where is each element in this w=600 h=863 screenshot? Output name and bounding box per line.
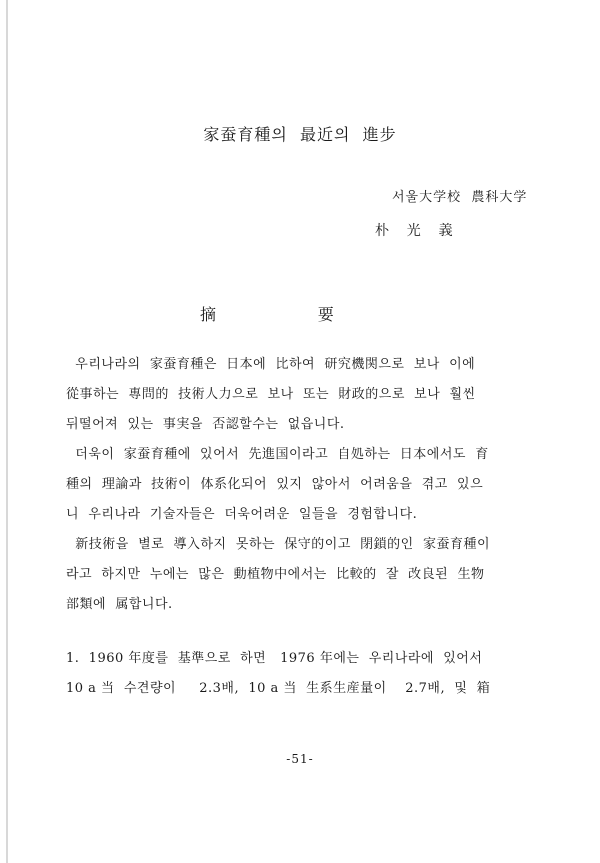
paragraph-1	[66, 350, 556, 440]
paragraph-gap	[66, 620, 556, 644]
text-line: 從事하는 專問的 技術人力으로 보나 또는 財政的으로 보나 훨씬	[66, 387, 476, 402]
abstract-heading: 摘 要	[200, 305, 334, 324]
text-line: 種의 理論과 技術이 体系化되어 있지 않아서 어려움을 겪고 있으	[66, 477, 484, 492]
paragraph-3	[66, 530, 556, 620]
page-number: -51-	[286, 752, 314, 766]
author-name: 朴 光 義	[375, 223, 453, 239]
author-affiliation: 서울大学校 農科大学	[392, 190, 528, 205]
text-line: 더욱이 家蚕育種에 있어서 先進国이라고 自処하는 日本에서도 育	[66, 447, 489, 462]
text-line: 新技術을 별로 導入하지 못하는 保守的이고 閉鎖的인 家蚕育種이	[66, 537, 491, 552]
text-line: 部類에 属합니다.	[66, 597, 173, 612]
paragraph-4	[66, 644, 556, 704]
paper-title: 家蚕育種의 最近의 進步	[203, 125, 397, 144]
text-line: 니 우리나라 기술자들은 더욱어려운 일들을 경험합니다.	[66, 507, 418, 522]
paragraph-2	[66, 440, 556, 530]
abstract-body	[66, 350, 556, 704]
text-line: 뒤떨어져 있는 事実을 否認할수는 없읍니다.	[66, 417, 345, 432]
text-line: 1. 1960 年度를 基準으로 하면 1976 年에는 우리나라에 있어서	[66, 651, 483, 666]
text-line: 라고 하지만 누에는 많은 動植物中에서는 比較的 잘 改良된 生物	[66, 567, 485, 582]
text-line: 우리나라의 家蚕育種은 日本에 比하여 研究機関으로 보나 이에	[66, 357, 476, 372]
text-line: 10 a 当 수견량이 2.3배, 10 a 当 生系生産量이 2.7배, 및 箱	[66, 681, 491, 696]
